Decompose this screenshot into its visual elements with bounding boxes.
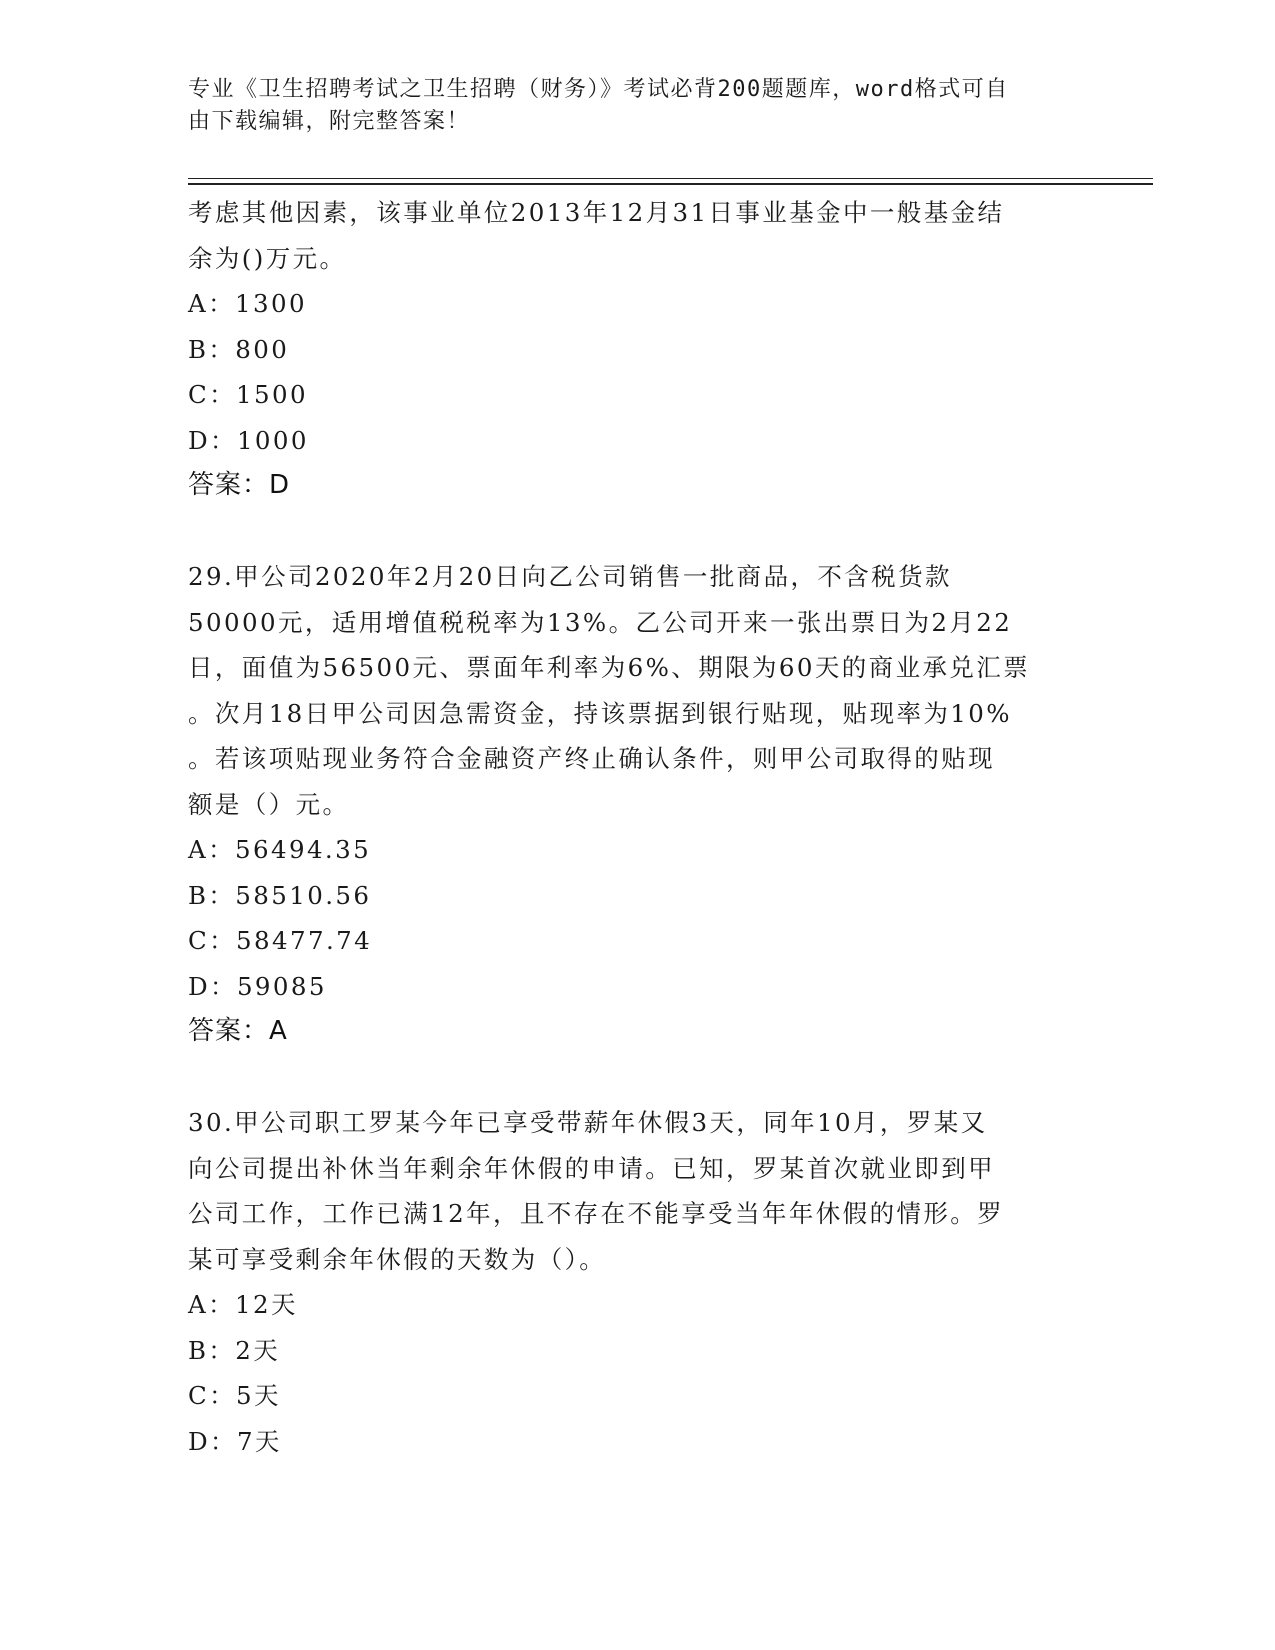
question-stem-line: 余为()万元。 [188,243,347,273]
header-line-1: 专业《卫生招聘考试之卫生招聘（财务）》考试必背200题题库，word格式可自 [188,77,1009,102]
answer-line: 答案：A [188,1016,288,1046]
option-d: D：7天 [188,1426,282,1456]
option-c: C：1500 [188,380,308,409]
question-28 [188,190,1088,509]
spacer [188,1055,1088,1101]
option-b: B：800 [188,334,290,364]
question-stem-line: 50000元，适用增值税税率为13%。乙公司开来一张出票日为2月22 [188,607,1013,637]
option-c: C：58477.74 [188,926,373,955]
option-a: A：12天 [188,1290,298,1319]
question-stem-line: 公司工作，工作已满12年，且不存在不能享受当年年休假的情形。罗 [188,1199,1005,1228]
question-stem-line: 日，面值为56500元、票面年利率为6%、期限为60天的商业承兑汇票 [188,653,1031,682]
question-30 [188,1100,1088,1464]
question-stem-line: 30.甲公司职工罗某今年已享受带薪年休假3天，同年10月，罗某又 [188,1108,988,1137]
header-divider-thin [188,178,1153,179]
answer-line: 答案：D [188,470,291,500]
question-stem-line: 考虑其他因素，该事业单位2013年12月31日事业基金中一般基金结 [188,198,1005,227]
option-d: D：1000 [188,425,309,455]
question-stem-line: 。次月18日甲公司因急需资金，持该票据到银行贴现，贴现率为10% [188,698,1012,728]
document-body [188,190,1088,1464]
question-stem-line: 。若该项贴现业务符合金融资产终止确认条件，则甲公司取得的贴现 [188,744,995,773]
page-header [188,74,1058,138]
question-stem-line: 某可享受剩余年休假的天数为（）。 [188,1244,607,1274]
option-b: B：58510.56 [188,880,372,910]
spacer [188,509,1088,555]
header-line-2: 由下载编辑，附完整答案！ [188,109,471,134]
option-a: A：56494.35 [188,835,372,864]
document-page [188,0,1153,1650]
question-stem-line: 额是（）元。 [188,789,350,819]
option-d: D：59085 [188,971,327,1001]
question-29 [188,554,1088,1055]
option-b: B：2天 [188,1335,281,1365]
question-stem-line: 向公司提出补休当年剩余年休假的申请。已知，罗某首次就业即到甲 [188,1153,995,1183]
header-divider-thick [188,183,1153,185]
option-a: A：1300 [188,289,307,318]
option-c: C：5天 [188,1381,281,1410]
question-stem-line: 29.甲公司2020年2月20日向乙公司销售一批商品，不含税货款 [188,562,952,591]
